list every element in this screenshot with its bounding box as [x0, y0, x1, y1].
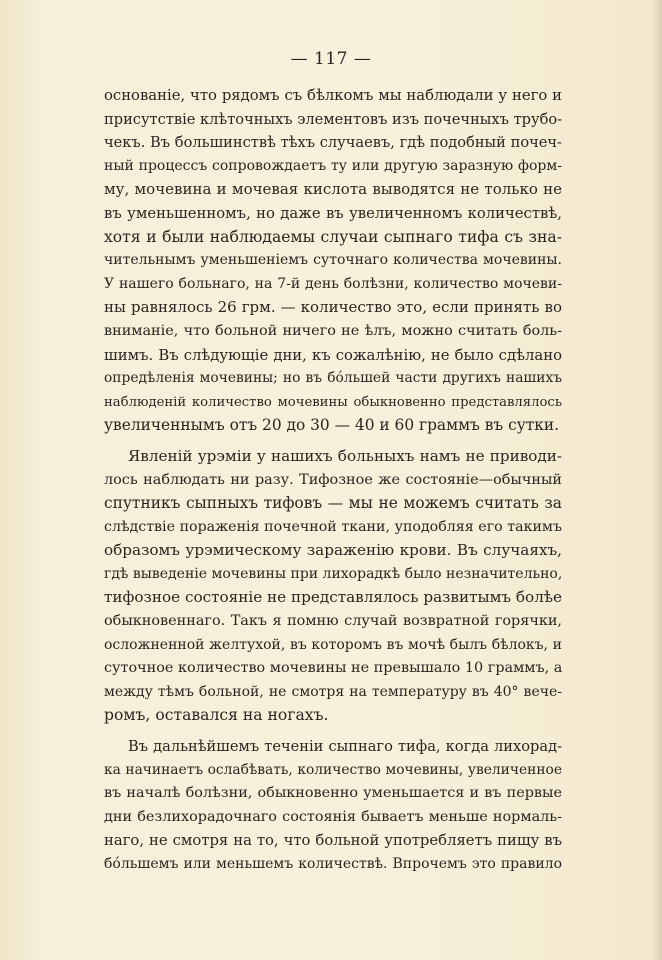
page-number: — 117 — [290, 49, 372, 69]
text-line: наго, не смотря на то, что больной употребляетъ пищу въ [104, 832, 562, 850]
text-line: бóльшемъ или меньшемъ количествѣ. Впрочемъ это правило [104, 856, 562, 872]
text-line: ны равнялось 26 грм. — количество это, если принять во [104, 298, 562, 317]
text-line: чительнымъ уменьшенiемъ суточнаго количества мочевины. [104, 252, 562, 269]
text-line: ный процессъ сопровождаетъ ту или другую заразную форм- [104, 157, 562, 174]
text-line: суточное количество мочевины не превышало 10 граммъ, а [104, 660, 563, 677]
text-line: хотя и были наблюдаемы случаи сыпнаго тифа съ зна- [104, 227, 562, 246]
text-line: въ уменьшенномъ, но даже въ увеличенномъ количествѣ, [104, 204, 562, 222]
text-line: чекъ. Въ большинствѣ тѣхъ случаевъ, гдѣ подобный почеч- [104, 134, 562, 152]
text-line: гдѣ выведенiе мочевины при лихорадкѣ было незначительно, [104, 565, 563, 582]
text-line: наблюденiй количество мочевины обыкновенно представлялось [104, 394, 562, 410]
paragraph-1 [104, 84, 562, 438]
page-edge-shadow [652, 0, 662, 960]
text-line: шимъ. Въ слѣдующiе дни, къ сожалѣнiю, не было сдѣлано [104, 346, 562, 364]
text-line: спутникъ сыпныхъ тифовъ — мы не можемъ считать за [104, 494, 562, 513]
text-line: основанiе, что рядомъ съ бѣлкомъ мы наблюдали у него и [104, 87, 562, 104]
body-text [104, 84, 562, 877]
text-line: образомъ урэмическому зараженiю крови. Въ случаяхъ, [104, 541, 562, 560]
text-line: обыкновеннаго. Такъ я помню случай возвратной горячки, [104, 613, 562, 630]
text-line: лось наблюдать ни разу. Тифозное же состоянiе—обычный [104, 471, 562, 488]
text-line: въ началѣ болѣзни, обыкновенно уменьшается и въ первые [104, 785, 562, 802]
text-line: опредѣленiя мочевины; но въ бóльшей части другихъ нашихъ [104, 370, 562, 387]
text-line: Въ дальнѣйшемъ теченiи сыпнаго тифа, когда лихорад- [128, 738, 562, 756]
text-line: между тѣмъ больной, не смотря на температуру въ 40° вече- [104, 683, 562, 700]
text-line: ромъ, оставался на ногахъ. [104, 706, 329, 725]
text-line: дни безлихорадочнаго состоянiя бываетъ меньше нормаль- [104, 808, 562, 825]
paragraph-3 [104, 735, 562, 877]
text-line: вниманiе, что больной ничего не ѣлъ, можно считать боль- [104, 322, 562, 339]
text-line: Явленiй урэмiи у нашихъ больныхъ намъ не приводи- [128, 446, 562, 465]
text-line: У нашего больнаго, на 7-й день болѣзни, количество мочеви- [104, 275, 562, 292]
text-line: увеличеннымъ отъ 20 до 30 — 40 и 60 граммъ въ сутки. [104, 416, 560, 435]
text-line: присутствiе клѣточныхъ элементовъ изъ почечныхъ трубо- [104, 110, 563, 128]
text-line: слѣдствiе пораженiя почечной ткани, уподобляя его такимъ [104, 518, 562, 535]
text-line: му, мочевина и мочевая кислота выводятся не только не [104, 180, 562, 199]
paragraph-gap [104, 728, 562, 735]
text-line: тифозное состоянiе не представлялось развитымъ болѣе [104, 588, 562, 607]
text-line: ка начинаетъ ослабѣвать, количество мочевины, увеличенное [104, 761, 562, 778]
text-line: осложненной желтухой, въ которомъ въ мочѣ былъ бѣлокъ, и [104, 636, 562, 653]
paragraph-gap [104, 438, 562, 445]
paragraph-2 [104, 445, 562, 728]
